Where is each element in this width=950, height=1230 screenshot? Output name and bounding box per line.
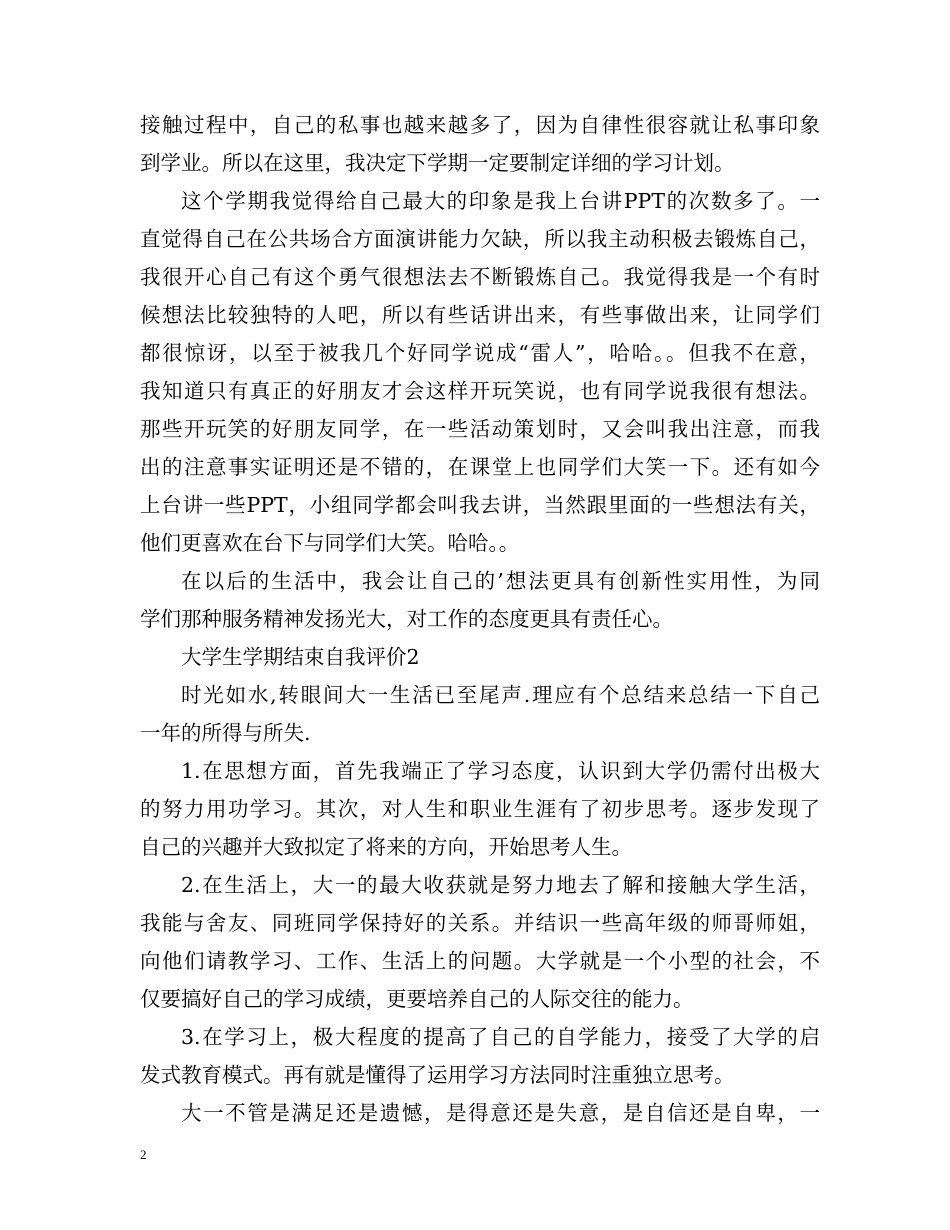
text-line: 仅要搞好自己的学习成绩，更要培养自己的人际交往的能力。 xyxy=(140,987,694,1011)
text-line: 在以后的生活中，我会让自己的’想法更具有创新性实用性，为同 xyxy=(181,569,820,593)
text-line: 上台讲一些PPT，小组同学都会叫我去讲，当然跟里面的一些想法有关， xyxy=(140,493,820,517)
text-line: 大一不管是满足还是遗憾，是得意还是失意，是自信还是自卑，一 xyxy=(181,1101,820,1125)
text-line: 的努力用功学习。其次，对人生和职业生涯有了初步思考。逐步发现了 xyxy=(140,797,820,821)
text-line: 向他们请教学习、工作、生活上的问题。大学就是一个小型的社会，不 xyxy=(140,949,820,973)
text-line: 2.在生活上，大一的最大收获就是努力地去了解和接触大学生活， xyxy=(181,873,820,897)
text-line: 我知道只有真正的好朋友才会这样开玩笑说，也有同学说我很有想法。 xyxy=(140,379,820,403)
text-line: 出的注意事实证明还是不错的，在课堂上也同学们大笑一下。还有如今 xyxy=(140,455,820,479)
text-line: 到学业。所以在这里，我决定下学期一定要制定详细的学习计划。 xyxy=(140,151,735,175)
text-line: 自己的兴趣并大致拟定了将来的方向，开始思考人生。 xyxy=(140,835,632,859)
text-line: 他们更喜欢在台下与同学们大笑。哈哈。。 xyxy=(140,531,520,555)
page-number: 2 xyxy=(140,1147,147,1162)
text-line: 那些开玩笑的好朋友同学，在一些活动策划时，又会叫我出注意，而我 xyxy=(140,417,820,441)
text-line: 接触过程中，自己的私事也越来越多了，因为自律性很容就让私事印象 xyxy=(140,113,820,137)
text-line: 学们那种服务精神发扬光大，对工作的态度更具有责任心。 xyxy=(140,607,673,631)
text-line: 发式教育模式。再有就是懂得了运用学习方法同时注重独立思考。 xyxy=(140,1063,735,1087)
text-line: 直觉得自己在公共场合方面演讲能力欠缺，所以我主动积极去锻炼自己， xyxy=(140,227,820,251)
text-line: 一年的所得与所失. xyxy=(140,721,311,745)
text-line: 候想法比较独特的人吧，所以有些话讲出来，有些事做出来，让同学们 xyxy=(140,303,820,327)
text-line: 都很惊讶，以至于被我几个好同学说成“雷人”，哈哈。。但我不在意， xyxy=(140,341,820,365)
text-line: 3.在学习上，极大程度的提高了自己的自学能力，接受了大学的启 xyxy=(181,1025,820,1049)
text-line: 我能与舍友、同班同学保持好的关系。并结识一些高年级的师哥师姐， xyxy=(140,911,820,935)
document-body xyxy=(140,106,820,1132)
text-line: 这个学期我觉得给自己最大的印象是我上台讲PPT的次数多了。一 xyxy=(181,189,820,213)
text-line: 1.在思想方面，首先我端正了学习态度，认识到大学仍需付出极大 xyxy=(181,759,820,783)
text-line: 我很开心自己有这个勇气很想法去不断锻炼自己。我觉得我是一个有时 xyxy=(140,265,820,289)
text-line: 时光如水,转眼间大一生活已至尾声.理应有个总结来总结一下自己 xyxy=(181,683,820,707)
text-line: 大学生学期结束自我评价2 xyxy=(181,645,420,669)
